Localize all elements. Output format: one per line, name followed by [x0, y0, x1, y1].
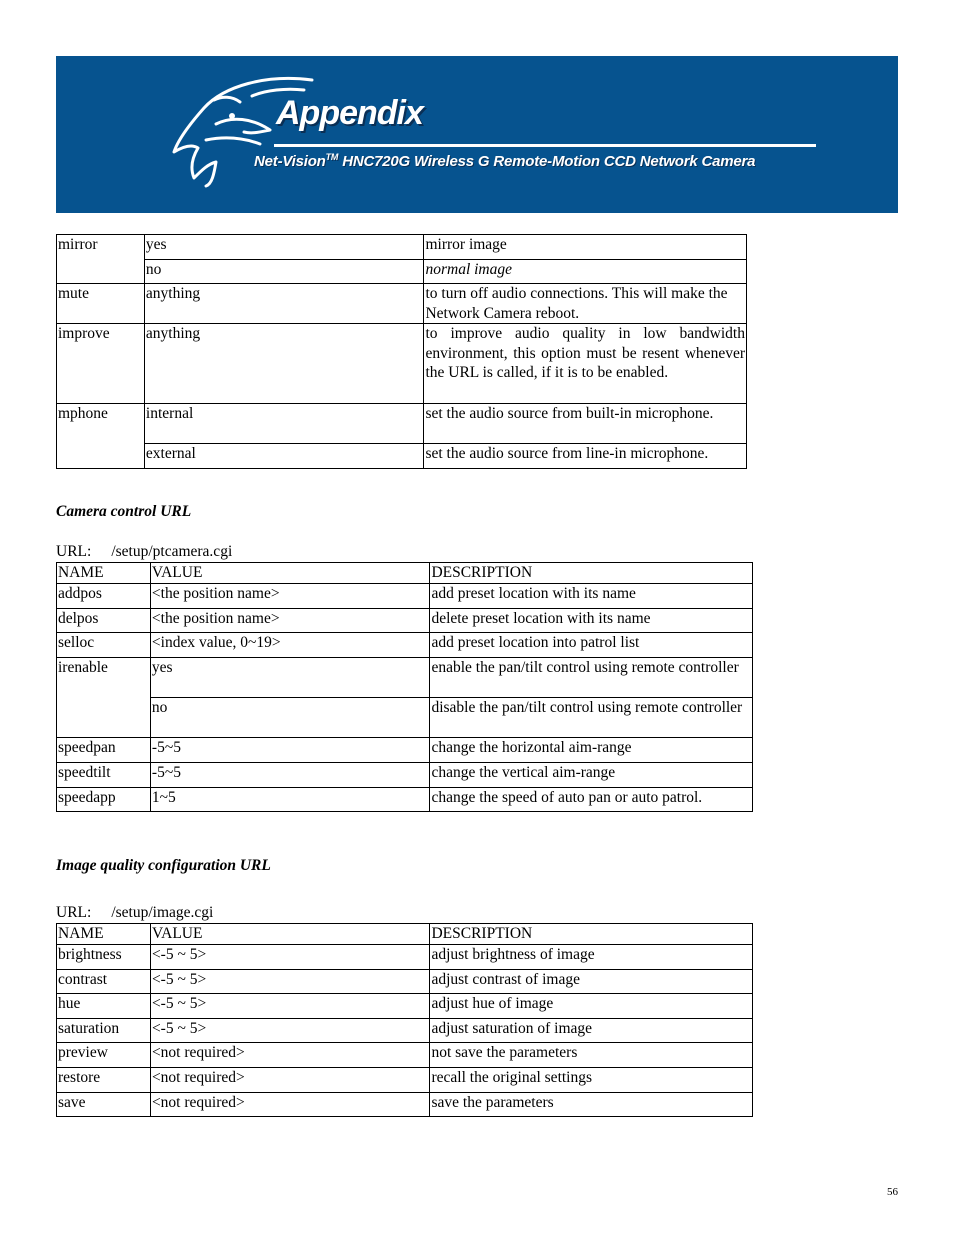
image-url-line: [56, 904, 213, 922]
param-name: mirror: [57, 235, 145, 284]
param-value: <not required>: [150, 1043, 430, 1068]
table-row: [57, 1019, 753, 1043]
param-description: not save the parameters: [430, 1043, 753, 1068]
url-path: /setup/image.cgi: [111, 904, 214, 921]
param-value: -5~5: [150, 738, 430, 763]
banner-subtitle: [254, 152, 755, 170]
param-value: external: [144, 444, 424, 469]
table-row: [57, 1043, 753, 1068]
param-name: brightness: [57, 945, 151, 970]
table-row: [57, 1068, 753, 1093]
table-row: [57, 1093, 753, 1117]
subtitle-product: HNC720G Wireless G Remote-Motion CCD Network Camera: [338, 153, 756, 170]
param-value: internal: [144, 404, 424, 444]
url-label: URL:: [56, 543, 92, 560]
param-description: enable the pan/tilt control using remote controller: [430, 658, 753, 698]
param-description: delete preset location with its name: [430, 609, 753, 633]
table-row: [57, 324, 747, 404]
table-row: [57, 698, 753, 738]
table-row: [57, 633, 753, 658]
param-value: 1~5: [150, 788, 430, 812]
table-row: [57, 994, 753, 1019]
banner-divider: [274, 144, 816, 147]
param-value: anything: [144, 284, 424, 324]
param-description: change the vertical aim-range: [430, 763, 753, 788]
column-header-name: NAME: [57, 924, 151, 945]
column-header-name: NAME: [57, 563, 151, 584]
param-value: no: [144, 260, 424, 284]
table-row: [57, 658, 753, 698]
param-description: change the speed of auto pan or auto patrol.: [430, 788, 753, 812]
param-value: yes: [150, 658, 430, 698]
audio-params-table: [56, 234, 747, 469]
table-row: [57, 260, 747, 284]
image-section-heading: Image quality configuration URL: [56, 857, 271, 874]
param-value: <not required>: [150, 1068, 430, 1093]
param-value: <-5 ~ 5>: [150, 1019, 430, 1043]
param-value: <-5 ~ 5>: [150, 994, 430, 1019]
param-value: <-5 ~ 5>: [150, 970, 430, 994]
param-name: addpos: [57, 584, 151, 609]
table-row: [57, 609, 753, 633]
param-value: yes: [144, 235, 424, 260]
param-description: add preset location with its name: [430, 584, 753, 609]
param-name: restore: [57, 1068, 151, 1093]
url-label: URL:: [56, 904, 92, 921]
param-description: adjust hue of image: [430, 994, 753, 1019]
camera-section-heading: Camera control URL: [56, 503, 192, 520]
table-row: [57, 763, 753, 788]
table-row: [57, 945, 753, 970]
header-banner: [56, 56, 898, 213]
param-description: set the audio source from built-in microphone.: [424, 404, 747, 444]
param-description: set the audio source from line-in microphone.: [424, 444, 747, 469]
table-row: [57, 738, 753, 763]
camera-url-line: [56, 543, 232, 561]
param-description: add preset location into patrol list: [430, 633, 753, 658]
table-row: [57, 970, 753, 994]
param-name: mute: [57, 284, 145, 324]
param-name: speedpan: [57, 738, 151, 763]
param-value: anything: [144, 324, 424, 404]
param-name: speedapp: [57, 788, 151, 812]
param-name: contrast: [57, 970, 151, 994]
param-name: improve: [57, 324, 145, 404]
param-name: delpos: [57, 609, 151, 633]
subtitle-brand: Net-Vision: [254, 153, 326, 170]
table-row: [57, 444, 747, 469]
column-header-value: VALUE: [150, 563, 430, 584]
page-number: 56: [887, 1186, 898, 1198]
param-description: adjust brightness of image: [430, 945, 753, 970]
param-value: -5~5: [150, 763, 430, 788]
param-description: normal image: [424, 260, 747, 284]
param-description: disable the pan/tilt control using remote controller: [430, 698, 753, 738]
param-description: adjust saturation of image: [430, 1019, 753, 1043]
param-description: mirror image: [424, 235, 747, 260]
param-name: mphone: [57, 404, 145, 469]
table-row: [57, 584, 753, 609]
param-name: hue: [57, 994, 151, 1019]
eagle-head-icon: [56, 56, 898, 213]
banner-title: Appendix: [276, 94, 423, 132]
param-description: save the parameters: [430, 1093, 753, 1117]
param-value: no: [150, 698, 430, 738]
param-name: save: [57, 1093, 151, 1117]
table-row: [57, 284, 747, 324]
table-row: [57, 235, 747, 260]
param-name: preview: [57, 1043, 151, 1068]
param-description: to turn off audio connections. This will make the Network Camera reboot.: [424, 284, 747, 324]
table-header-row: [57, 563, 753, 584]
param-description: to improve audio quality in low bandwidth environment, this option must be resent whenever the URL is called, if it is to be enabled.: [424, 324, 747, 404]
param-value: <-5 ~ 5>: [150, 945, 430, 970]
column-header-value: VALUE: [150, 924, 430, 945]
param-value: <not required>: [150, 1093, 430, 1117]
url-path: /setup/ptcamera.cgi: [111, 543, 233, 560]
table-row: [57, 404, 747, 444]
column-header-description: DESCRIPTION: [430, 924, 753, 945]
camera-control-table: [56, 562, 753, 812]
param-name: selloc: [57, 633, 151, 658]
param-description: adjust contrast of image: [430, 970, 753, 994]
param-value: <the position name>: [150, 609, 430, 633]
param-name: speedtilt: [57, 763, 151, 788]
table-header-row: [57, 924, 753, 945]
column-header-description: DESCRIPTION: [430, 563, 753, 584]
param-name: irenable: [57, 658, 151, 738]
table-row: [57, 788, 753, 812]
subtitle-trademark: TM: [325, 152, 339, 162]
param-value: <index value, 0~19>: [150, 633, 430, 658]
param-value: <the position name>: [150, 584, 430, 609]
param-description: recall the original settings: [430, 1068, 753, 1093]
param-name: saturation: [57, 1019, 151, 1043]
image-config-table: [56, 923, 753, 1117]
param-description: change the horizontal aim-range: [430, 738, 753, 763]
